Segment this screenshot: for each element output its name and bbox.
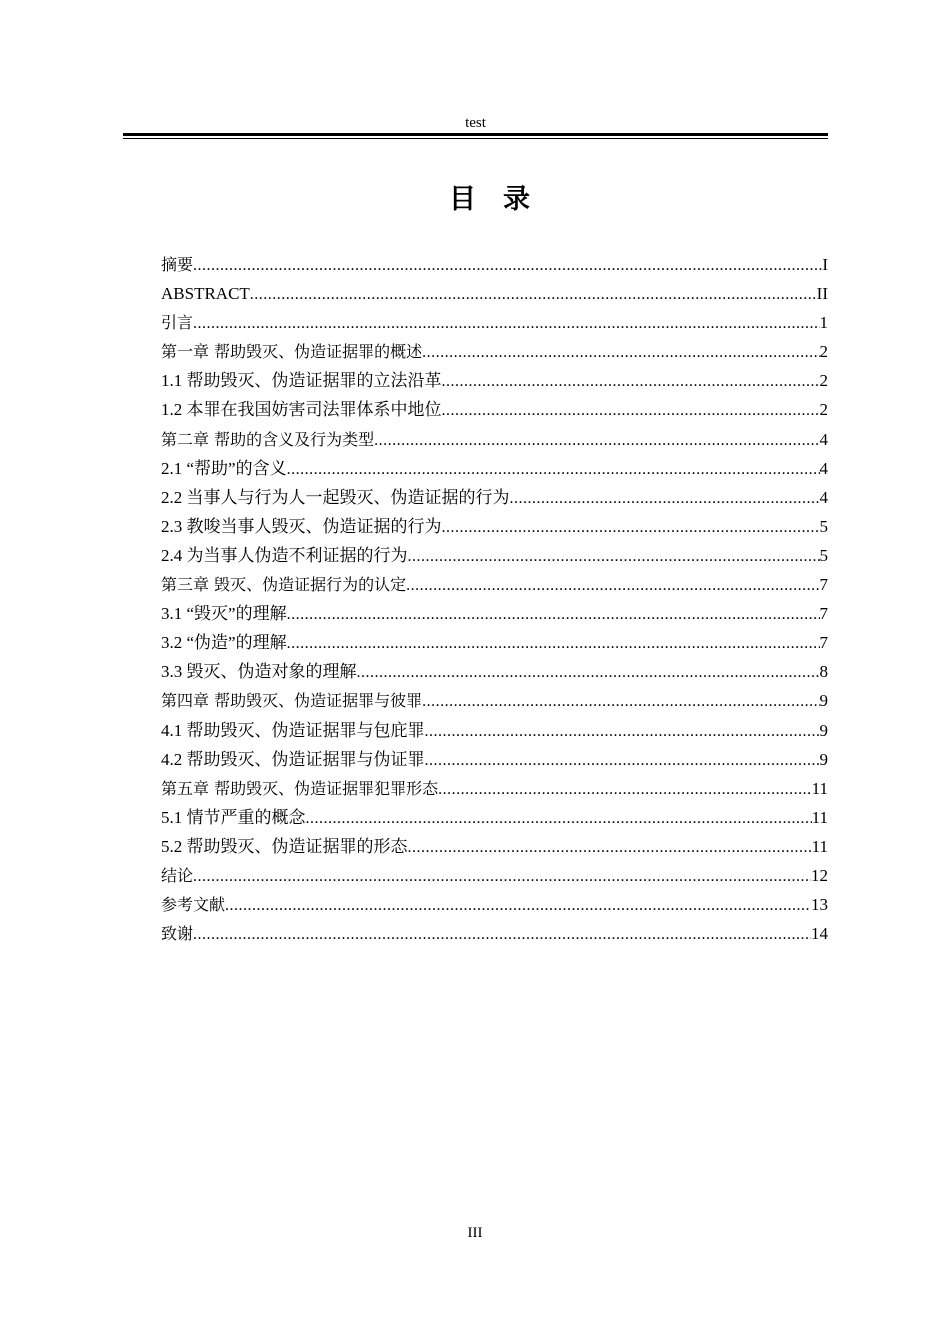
toc-leader-dots xyxy=(422,338,819,367)
toc-leader-dots xyxy=(357,658,820,687)
page-header: test xyxy=(465,115,486,131)
toc-entry-page: 2 xyxy=(819,342,828,362)
toc-entry[interactable] xyxy=(161,803,828,832)
toc-entry[interactable] xyxy=(161,425,828,454)
toc-entry-label: 2.3 教唆当事人毁灭、伪造证据的行为 xyxy=(161,516,442,536)
toc-entry-label: 3.1 “毁灭”的理解 xyxy=(161,604,287,624)
toc-leader-dots xyxy=(510,484,820,513)
toc-entry-page: 8 xyxy=(819,662,828,682)
toc-entry-label: 第二章 帮助的含义及行为类型 xyxy=(161,429,375,449)
toc-leader-dots xyxy=(374,426,819,455)
toc-entry-page: 4 xyxy=(819,487,828,507)
toc-leader-dots xyxy=(287,455,820,484)
toc-entry[interactable] xyxy=(161,657,828,686)
toc-entry-label: 2.2 当事人与行为人一起毁灭、伪造证据的行为 xyxy=(161,487,510,507)
toc-entry[interactable] xyxy=(161,890,828,919)
toc-entry[interactable] xyxy=(161,483,828,512)
toc-leader-dots xyxy=(425,717,820,746)
header-double-rule xyxy=(123,133,828,139)
toc-entry-page: 9 xyxy=(819,720,828,740)
toc-entry-page: 5 xyxy=(819,516,828,536)
toc-leader-dots xyxy=(408,833,812,862)
toc-leader-dots xyxy=(442,367,820,396)
toc-entry[interactable] xyxy=(161,366,828,395)
toc-entry-label: 第四章 帮助毁灭、伪造证据罪与彼罪 xyxy=(161,691,423,711)
toc-entry-page: 9 xyxy=(819,749,828,769)
toc-entry-page: 7 xyxy=(819,633,828,653)
toc-leader-dots xyxy=(425,746,820,775)
toc-entry-page: 12 xyxy=(811,865,828,885)
toc-entry[interactable] xyxy=(161,337,828,366)
toc-entry[interactable] xyxy=(161,395,828,424)
toc-entry[interactable] xyxy=(161,279,828,308)
page-number: III xyxy=(467,1225,483,1241)
toc-entry[interactable] xyxy=(161,454,828,483)
toc-entry-page: 7 xyxy=(819,604,828,624)
toc-entry[interactable] xyxy=(161,250,828,279)
header-rule-thick xyxy=(123,133,828,136)
toc-entry-label: 5.2 帮助毁灭、伪造证据罪的形态 xyxy=(161,836,408,856)
toc-entry[interactable] xyxy=(161,745,828,774)
toc-entry-page: 4 xyxy=(819,429,828,449)
toc-entry[interactable] xyxy=(161,541,828,570)
table-of-contents xyxy=(161,250,828,948)
toc-entry[interactable] xyxy=(161,628,828,657)
toc-leader-dots xyxy=(408,542,820,571)
toc-entry-label: 4.2 帮助毁灭、伪造证据罪与伪证罪 xyxy=(161,749,425,769)
toc-entry-page: 11 xyxy=(811,836,828,856)
toc-entry-label: 3.2 “伪造”的理解 xyxy=(161,633,287,653)
toc-entry-label: 1.2 本罪在我国妨害司法罪体系中地位 xyxy=(161,400,442,420)
toc-leader-dots xyxy=(442,513,820,542)
toc-entry-label: 3.3 毁灭、伪造对象的理解 xyxy=(161,662,357,682)
toc-entry[interactable] xyxy=(161,716,828,745)
toc-entry-page: 9 xyxy=(819,691,828,711)
toc-entry-page: 2 xyxy=(819,371,828,391)
toc-leader-dots xyxy=(422,687,819,716)
toc-entry[interactable] xyxy=(161,861,828,890)
toc-entry-page: 5 xyxy=(819,545,828,565)
toc-entry[interactable] xyxy=(161,686,828,715)
toc-entry-page: 1 xyxy=(819,313,828,333)
toc-entry-label: 参考文献 xyxy=(161,895,226,915)
toc-entry-label: 2.1 “帮助”的含义 xyxy=(161,458,287,478)
toc-entry[interactable] xyxy=(161,919,828,948)
header-rule-thin xyxy=(123,138,828,139)
toc-entry[interactable] xyxy=(161,308,828,337)
toc-entry-label: 第五章 帮助毁灭、伪造证据罪犯罪形态 xyxy=(161,778,439,798)
toc-entry-label: ABSTRACT xyxy=(161,284,250,304)
toc-leader-dots xyxy=(193,251,822,280)
toc-leader-dots xyxy=(442,396,820,425)
toc-entry-page: 2 xyxy=(819,400,828,420)
toc-leader-dots xyxy=(287,600,820,629)
toc-leader-dots xyxy=(193,920,811,949)
toc-entry-page: 13 xyxy=(811,895,828,915)
toc-entry-page: 11 xyxy=(811,807,828,827)
toc-leader-dots xyxy=(250,280,817,309)
toc-entry-label: 摘要 xyxy=(161,255,194,274)
toc-leader-dots xyxy=(287,629,820,658)
toc-entry-label: 4.1 帮助毁灭、伪造证据罪与包庇罪 xyxy=(161,720,425,740)
toc-entry[interactable] xyxy=(161,774,828,803)
toc-entry-label: 第一章 帮助毁灭、伪造证据罪的概述 xyxy=(161,342,423,362)
toc-leader-dots xyxy=(306,804,812,833)
toc-entry-page: II xyxy=(816,284,828,304)
toc-entry-label: 第三章 毁灭、伪造证据行为的认定 xyxy=(161,575,407,595)
toc-entry-label: 结论 xyxy=(161,865,194,885)
toc-entry-page: 11 xyxy=(811,778,828,798)
toc-entry-label: 2.4 为当事人伪造不利证据的行为 xyxy=(161,545,408,565)
toc-leader-dots xyxy=(406,571,819,600)
toc-entry-label: 致谢 xyxy=(161,924,194,944)
toc-entry[interactable] xyxy=(161,512,828,541)
toc-leader-dots xyxy=(193,862,811,891)
toc-entry-page: 7 xyxy=(819,575,828,595)
toc-leader-dots xyxy=(193,309,819,338)
toc-entry-label: 引言 xyxy=(161,313,194,333)
toc-entry-page: 14 xyxy=(811,924,828,944)
toc-entry-label: 5.1 情节严重的概念 xyxy=(161,807,306,827)
toc-entry-page: 4 xyxy=(819,458,828,478)
toc-entry[interactable] xyxy=(161,570,828,599)
toc-entry-label: 1.1 帮助毁灭、伪造证据罪的立法沿革 xyxy=(161,371,442,391)
toc-entry[interactable] xyxy=(161,832,828,861)
toc-title: 目 录 xyxy=(449,184,530,215)
toc-entry-page: I xyxy=(822,255,828,274)
toc-leader-dots xyxy=(438,775,812,804)
toc-entry[interactable] xyxy=(161,599,828,628)
toc-leader-dots xyxy=(225,891,811,920)
